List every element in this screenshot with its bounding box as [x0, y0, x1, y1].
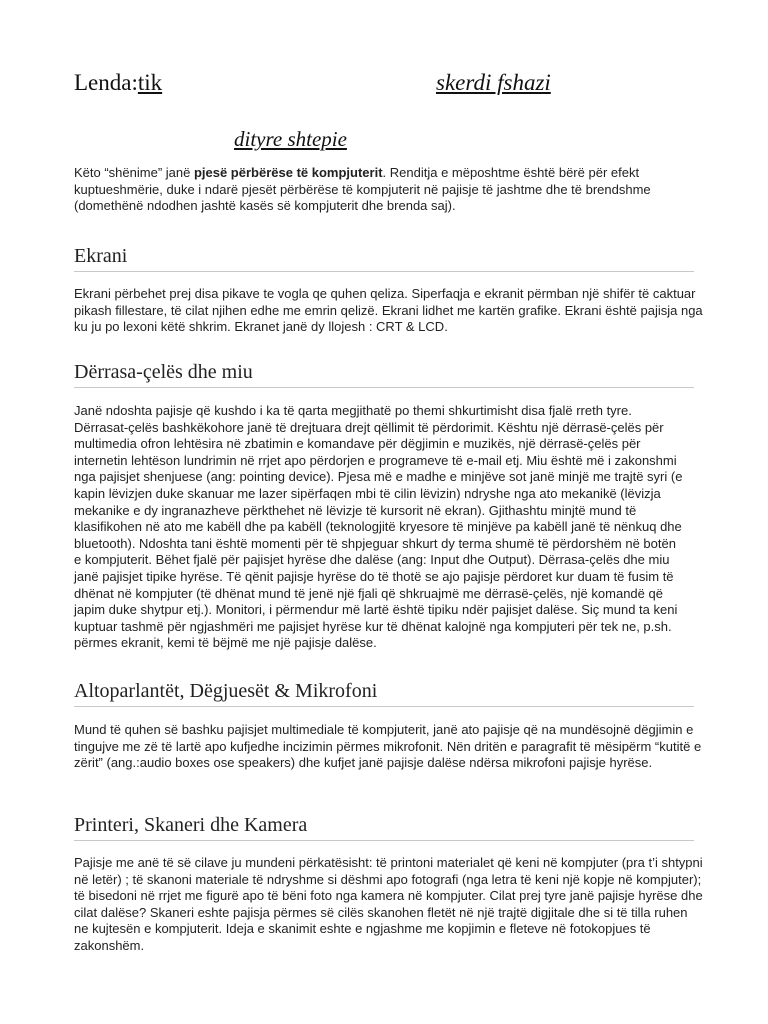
document-title: dityre shtepie: [234, 127, 347, 151]
subject-label: Lenda:tik: [74, 70, 163, 95]
section-heading-printer: Printeri, Skaneri dhe Kamera: [74, 812, 694, 841]
section-heading-keyboard-mouse: Dërrasa-çelës dhe miu: [74, 359, 694, 388]
subject-value: tik: [137, 70, 163, 95]
document-header: [74, 70, 694, 100]
author-name: skerdi fshazi: [436, 70, 551, 95]
intro-bold-term: pjesë përbërëse të kompjuterit: [193, 165, 383, 180]
section-body-keyboard-mouse: Janë ndoshta pajisje që kushdo i ka të qarta megjithatë po themi shkurtimisht disa fjalë rreth tyre. Dërrasat-çelës bashkëkohore janë të drejtuara drejt qëllimit të përdorimit. Kështu një dërrasë-çelës për multimedia ofron lehtësira në zbatimin e komandave për dëgjimin e muzikës, një dërrasë-çelës për internetin lehtëson lundrimin në rrjet apo përdorjen e programeve të e-mail etj. Miu është më i zakonshmi nga pajisjet shenjuese (ang: pointing device). Pjesa më e madhe e minjëve sot janë minjë me trajtë syri (e kapin lëvizjen duke skanuar me lazer sipërfaqen mbi të cilin lëvizin) ndryshe nga ato mekanikë (lëvizja mekanike e dy ingranazheve përkthehet në lëvizje të kursorit në ekran). Gjithashtu minjtë mund të klasifikohen në ato me kabëll dhe pa kabëll (teknologjitë kryesore të minjëve pa kabëll janë të nënkuq dhe bluetooth). Ndoshta tani është momenti për të shpjeguar shkurt dy terma shumë të përdorshëm në botën e kompjuterit. Bëhet fjalë për pajisjet hyrëse dhe dalëse (ang: Input dhe Output). Dërrasa-çelës dhe miu janë pajisjet tipike hyrëse. Të qënit pajisje hyrëse do të thotë se ajo pajisje përdoret kur duam të fusim të dhënat në kompjuter (të dhënat mund të jenë një fjali që shkruajmë me dërrasë-çelës, një komandë që japim duke shytpur etj.). Monitori, i përmendur më lartë është tipiku ndër pajisjet dalëse. Siç mund ta keni kuptuar tashmë për ngjashmëri me pajisjet hyrëse kur të dhënat kalojnë nga kompjuteri për tek ne, p.sh. përmes ekranit, kemi të bëjmë me një pajisje dalëse.: [74, 403, 683, 651]
section-body-ekrani: Ekrani përbehet prej disa pikave te vogla qe quhen qeliza. Siperfaqja e ekranit përmban një shifër të caktuar pikash fillestare, të cilat njihen edhe me emrin qelizë. Ekrani lidhet me kartën grafike. Ekrani është pajisja nga ku ju po lexoni këtë shkrim. Ekranet janë dy llojesh : CRT & LCD.: [74, 286, 703, 335]
intro-paragraph: Këto “shënime” janë pjesë përbërëse të kompjuterit. Renditja e mëposhtme është bërë për efekt kuptueshmërie, duke i ndarë pjesët përbërëse të kompjuterit në pajisje të jashtme dhe të brendshme (domethënë ndodhen jashtë kasës së kompjuterit dhe brenda saj).: [74, 165, 651, 214]
section-heading-speakers: Altoparlantët, Dëgjuesët & Mikrofoni: [74, 678, 694, 707]
section-heading-ekrani: Ekrani: [74, 243, 694, 272]
section-body-speakers: Mund të quhen së bashku pajisjet multimediale të kompjuterit, janë ato pajisje që na mundësojnë dëgjimin e tingujve me zë të lartë apo kufjedhe incizimin përmes mikrofonit. Nën dritën e paragrafit të mësipërm “kutitë e zërit” (ang.:audio boxes ose speakers) dhe kufjet janë pajisje dalëse ndërsa mikrofoni pajisje hyrëse.: [74, 722, 702, 771]
section-body-printer: Pajisje me anë të së cilave ju mundeni përkatësisht: të printoni materialet që keni në kompjuter (pra t’i shtypni në letër) ; të skanoni materiale të ndryshme si dëshmi apo fotografi (nga letra të keni një kopje në kompjuter); të bisedoni në rrjet me figurë apo të bëni foto nga kamera në kompjuter. Cilat prej tyre janë pajisje hyrëse dhe cilat dalëse? Skaneri eshte pajisja përmes së cilës skanohen fletët në një trajtë digjitale dhe si të tilla ruhen ne kujtesën e kompjuterit. Ideja e skanimit eshte e ngjashme me kopjimin e fleteve në fotokopjues të zakonshëm.: [74, 855, 703, 953]
